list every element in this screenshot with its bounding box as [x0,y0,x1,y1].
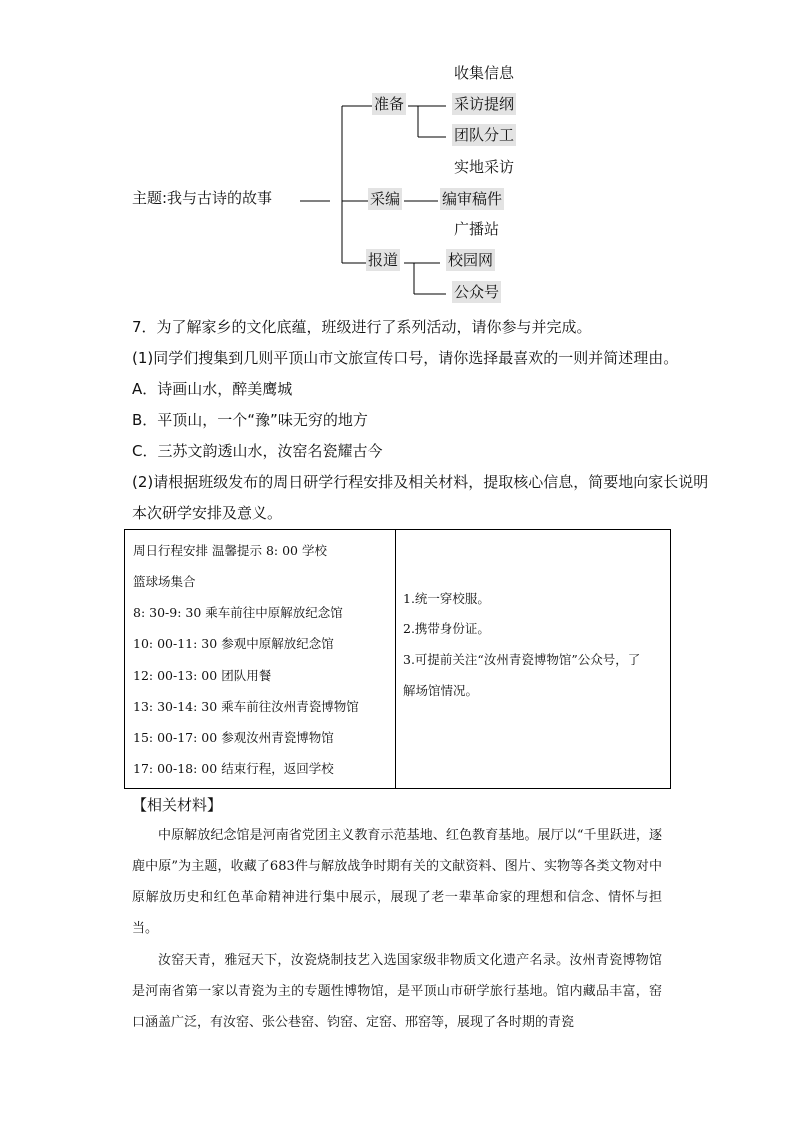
option-b: B．平顶山，一个“豫”味无穷的地方 [132,411,368,429]
branch-label-report: 报道 [368,251,399,269]
schedule-line: 13: 30-14: 30 乘车前往汝州青瓷博物馆 [133,699,359,714]
schedule-table [124,529,671,789]
branch-label-prepare: 准备 [374,95,405,113]
branch-item: 编审稿件 [442,190,503,208]
schedule-line: 周日行程安排 温馨提示 8: 00 学校 [133,543,327,558]
tip-line: 1.统一穿校服。 [403,591,490,606]
schedule-line: 17: 00-18: 00 结束行程，返回学校 [133,761,334,776]
question-part-1: (1)同学们搜集到几则平顶山市文旅宣传口号，请你选择最喜欢的一则并简述理由。 [132,349,679,367]
material-paragraph-1: 中原解放纪念馆是河南省党团主义教育示范基地、红色教育基地。展厅以“千里跃进，逐鹿中原”为主题，收藏了683件与解放战争时期有关的文献资料、图片、实物等各类文物对中原解放历史和红色革命精神进行集中展示，展现了老一辈革命家的理想和信念、情怀与担当。 [132,828,662,936]
schedule-line: 篮球场集合 [133,574,196,589]
branch-label-edit: 采编 [370,190,401,208]
table-divider [395,530,396,788]
schedule-line: 8: 30-9: 30 乘车前往中原解放纪念馆 [133,605,343,620]
schedule-line: 10: 00-11: 30 参观中原解放纪念馆 [133,636,334,651]
option-a: A．诗画山水，醉美鹰城 [132,380,293,398]
material-heading: 【相关材料】 [132,796,223,814]
question-part-2: (2)请根据班级发布的周日研学行程安排及相关材料，提取核心信息，简要地向家长说明 [132,473,709,491]
mind-map-topic: 主题:我与古诗的故事 [132,189,273,207]
branch-item: 团队分工 [454,126,515,144]
schedule-line: 15: 00-17: 00 参观汝州青瓷博物馆 [133,730,334,745]
branch-item: 校园网 [448,251,494,269]
material-paragraph-2: 汝窑天青，雅冠天下，汝瓷烧制技艺入选国家级非物质文化遗产名录。汝州青瓷博物馆是河南省第一家以青瓷为主的专题性博物馆，是平顶山市研学旅行基地。馆内藏品丰富，窑口涵盖广泛，有汝窑、张公巷窑、钧窑、定窑、邢窑等，展现了各时期的青瓷 [132,953,662,1030]
branch-item: 收集信息 [454,64,515,82]
schedule-line: 12: 00-13: 00 团队用餐 [133,668,272,683]
branch-item: 公众号 [454,283,500,301]
question-part-2-cont: 本次研学安排及意义。 [132,504,283,522]
branch-item: 采访提纲 [454,95,515,113]
tip-line: 3.可提前关注“汝州青瓷博物馆”公众号，了 [403,652,641,667]
tip-line: 解场馆情况。 [403,683,479,698]
question-stem: 7．为了解家乡的文化底蕴，班级进行了系列活动，请你参与并完成。 [132,318,592,336]
tip-line: 2.携带身份证。 [403,621,490,636]
branch-item: 实地采访 [454,158,515,176]
branch-item: 广播站 [454,220,500,238]
mind-map-connectors [0,0,794,320]
option-c: C．三苏文韵透山水，汝窑名瓷耀古今 [132,442,383,460]
